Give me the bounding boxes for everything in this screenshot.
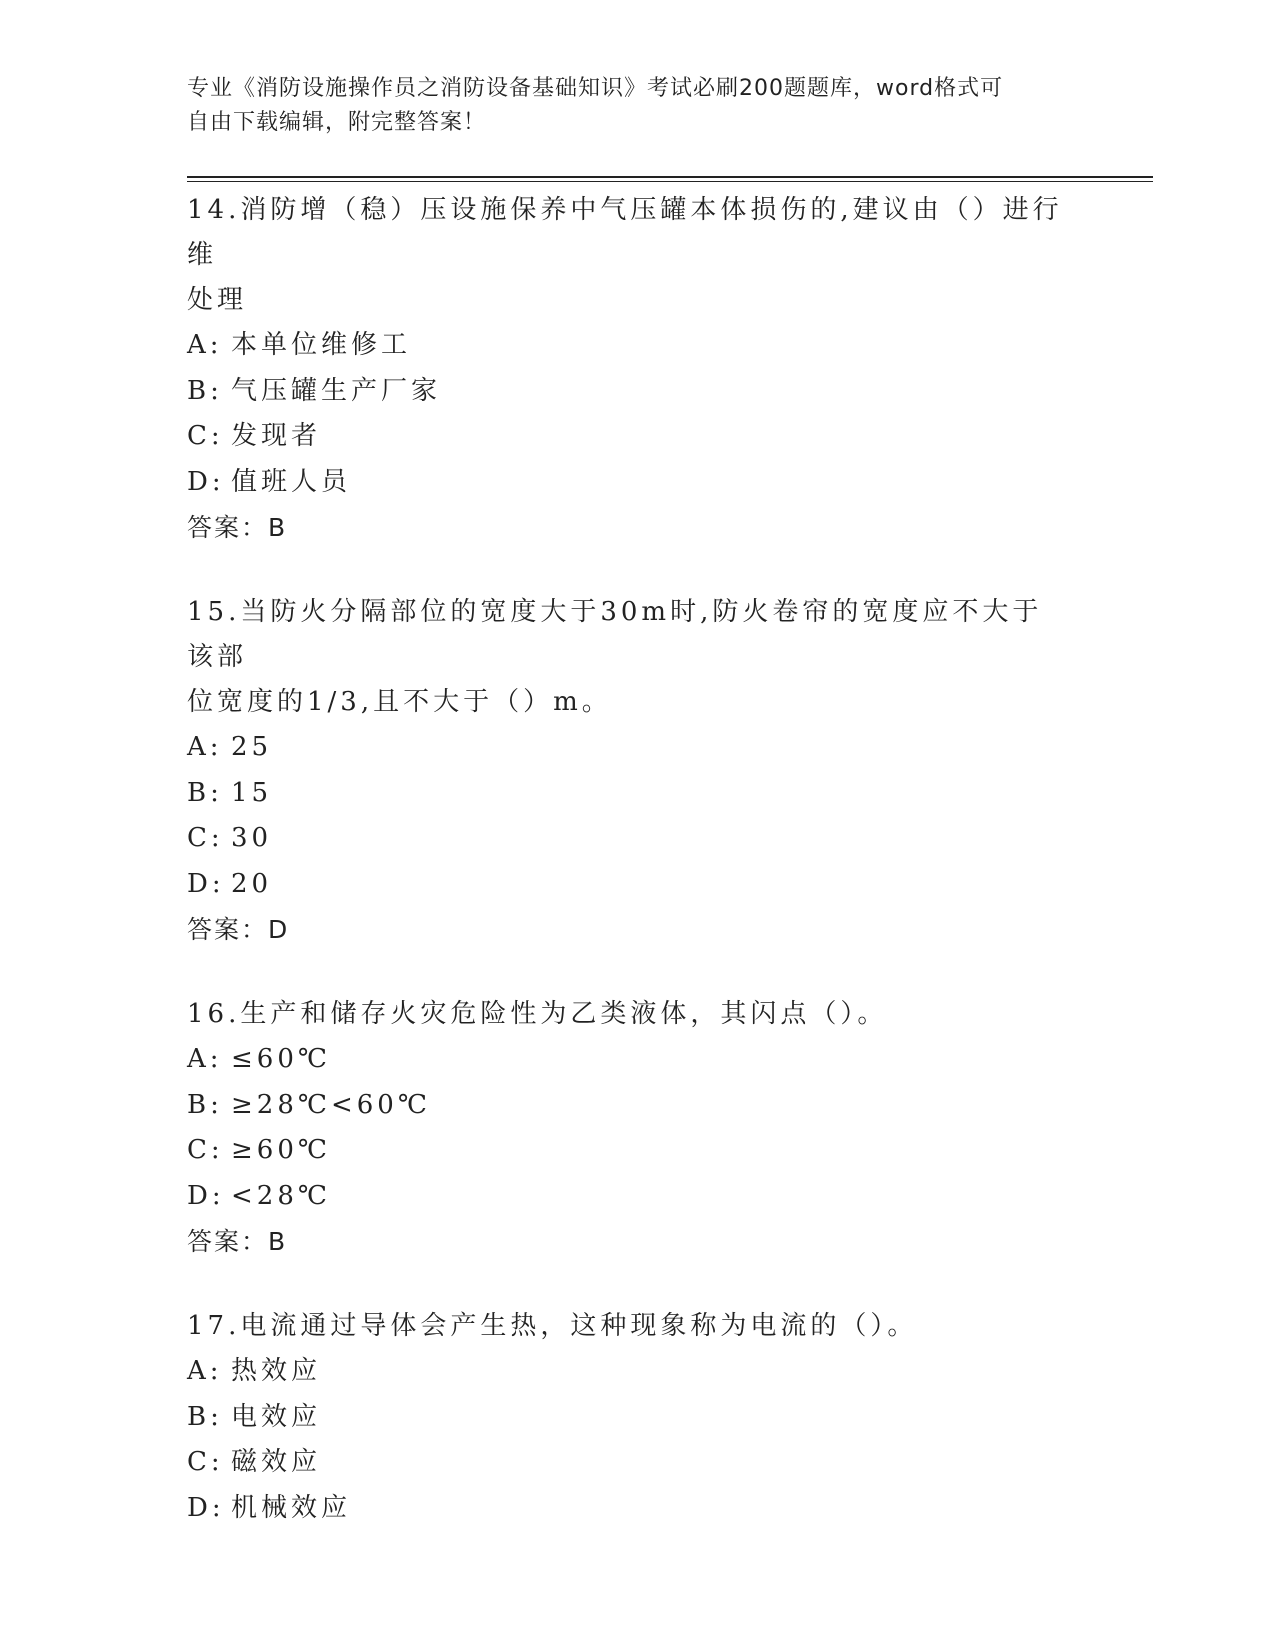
option-text: 30 xyxy=(231,823,273,853)
option-text: 15 xyxy=(231,777,273,808)
option-c xyxy=(187,1128,1067,1174)
option-key: C: xyxy=(187,823,224,853)
question-stem-line: 15.当防火分隔部位的宽度大于30m时,防火卷帘的宽度应不大于该部 xyxy=(187,597,1043,672)
option-key: C: xyxy=(187,1447,224,1477)
option-text: 热效应 xyxy=(231,1356,322,1386)
option-text: 值班人员 xyxy=(231,466,352,497)
option-key: D: xyxy=(187,1492,225,1523)
option-d xyxy=(187,862,1067,908)
question-stem-line: 16.生产和储存火灾危险性为乙类液体，其闪点（）。 xyxy=(187,999,888,1029)
option-key: A: xyxy=(187,732,223,762)
option-text: ≥28℃<60℃ xyxy=(231,1089,431,1120)
option-a xyxy=(187,323,1067,369)
option-text: 发现者 xyxy=(231,421,322,451)
option-key: C: xyxy=(187,1135,224,1165)
header-divider-thin xyxy=(187,181,1153,182)
answer-line: 答案：B xyxy=(187,513,288,542)
question-list xyxy=(187,188,1067,1571)
option-c xyxy=(187,414,1067,460)
question-15 xyxy=(187,590,1067,952)
option-key: A: xyxy=(187,330,223,360)
question-stem xyxy=(187,992,1067,1037)
header-divider-thick xyxy=(187,176,1153,178)
option-key: A: xyxy=(187,1044,223,1074)
option-b xyxy=(187,1083,1067,1129)
question-stem-line: 14.消防增（稳）压设施保养中气压罐本体损伤的,建议由（）进行维 xyxy=(187,195,1063,270)
option-text: 20 xyxy=(231,868,273,899)
option-key: C: xyxy=(187,421,224,451)
option-text: 气压罐生产厂家 xyxy=(231,375,442,406)
option-b xyxy=(187,771,1067,817)
document-header xyxy=(187,72,1067,140)
question-16 xyxy=(187,992,1067,1264)
option-key: B: xyxy=(187,375,223,406)
option-text: 磁效应 xyxy=(231,1447,322,1477)
option-text: <28℃ xyxy=(231,1180,331,1211)
question-14 xyxy=(187,188,1067,550)
option-text: 机械效应 xyxy=(231,1492,352,1523)
header-line-2: 自由下载编辑，附完整答案！ xyxy=(187,110,487,135)
question-stem xyxy=(187,1304,1067,1349)
option-d xyxy=(187,1486,1067,1532)
answer-line: 答案：D xyxy=(187,915,290,944)
option-d xyxy=(187,1174,1067,1220)
question-stem xyxy=(187,590,1067,725)
question-stem-line: 处理 xyxy=(187,285,248,315)
option-text: 本单位维修工 xyxy=(231,330,412,360)
question-stem-line: 位宽度的1/3,且不大于（）m。 xyxy=(187,687,612,717)
question-17 xyxy=(187,1304,1067,1531)
option-b xyxy=(187,1395,1067,1441)
option-c xyxy=(187,1440,1067,1486)
option-key: D: xyxy=(187,1180,225,1211)
option-a xyxy=(187,1349,1067,1395)
option-key: D: xyxy=(187,868,225,899)
option-key: B: xyxy=(187,1089,223,1120)
option-text: 电效应 xyxy=(231,1401,322,1432)
option-key: D: xyxy=(187,466,225,497)
option-text: 25 xyxy=(231,732,273,762)
option-key: B: xyxy=(187,1401,223,1432)
option-key: B: xyxy=(187,777,223,808)
option-a xyxy=(187,725,1067,771)
option-c xyxy=(187,816,1067,862)
option-b xyxy=(187,369,1067,415)
option-a xyxy=(187,1037,1067,1083)
answer-line: 答案：B xyxy=(187,1227,288,1256)
header-line-1: 专业《消防设施操作员之消防设备基础知识》考试必刷200题题库，word格式可 xyxy=(187,76,1004,101)
option-key: A: xyxy=(187,1356,223,1386)
question-stem-line: 17.电流通过导体会产生热，这种现象称为电流的（）。 xyxy=(187,1311,918,1341)
question-stem xyxy=(187,188,1067,323)
option-text: ≤60℃ xyxy=(231,1044,331,1074)
option-d xyxy=(187,460,1067,506)
option-text: ≥60℃ xyxy=(231,1135,331,1165)
